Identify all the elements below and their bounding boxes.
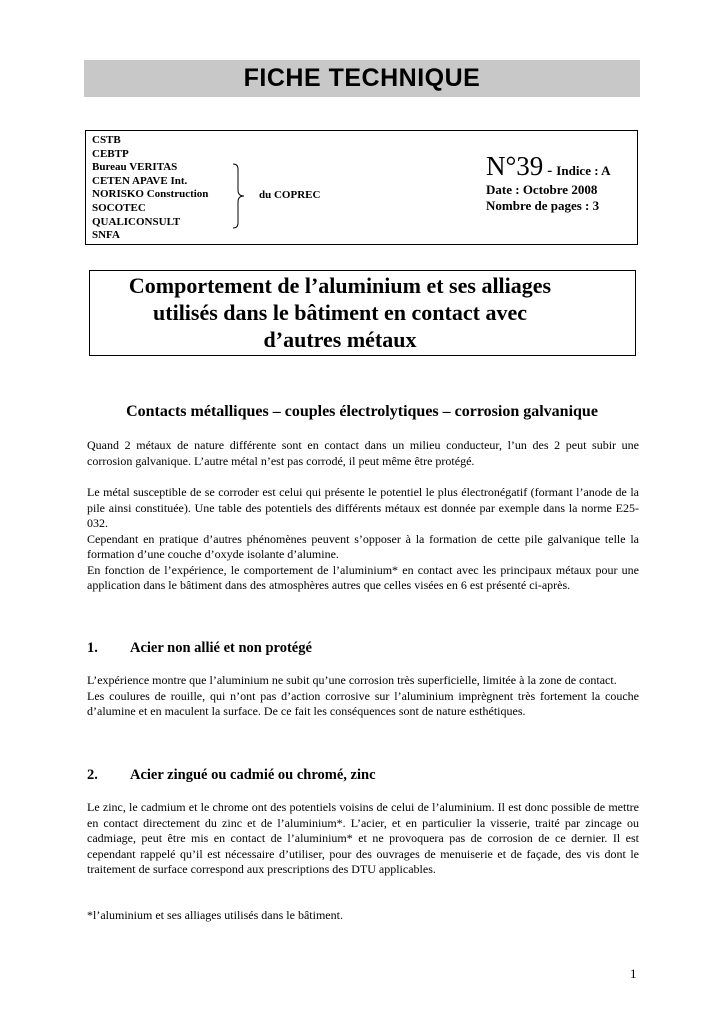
title-line: d’autres métaux: [263, 327, 417, 352]
organization-item: CETEN APAVE Int.: [92, 174, 188, 187]
section-number: 1.: [87, 640, 98, 656]
fiche-pages: Nombre de pages : 3: [486, 198, 600, 213]
section-paragraph: [87, 673, 639, 720]
page-number: 1: [630, 966, 637, 981]
paragraph-text: Le zinc, le cadmium et le chrome ont des potentiels voisins de celui de l’aluminium. Il est donc possible de mettre en contact directement du zinc et de l’aluminium*. L’acier, et en particulier la visserie, traité par zincage ou cadmiage, peut être mis en contact de l’aluminium* et ne provoquera pas de corrosion de ce dernier. Il est cependant rappelé qu’il est nécessaire d’utiliser, pour des ouvrages de menuiserie et de façade, des vis dont le traitement de surface correspond aux prescriptions des DTU applicables.: [87, 800, 639, 876]
intro-paragraph: [87, 438, 639, 469]
title-line: Comportement de l’aluminium et ses alliages: [128, 273, 552, 298]
section-heading: [87, 640, 312, 657]
fiche-info: [486, 151, 610, 214]
organization-list: [92, 134, 208, 243]
title-box: [89, 270, 636, 356]
intro-paragraph: [87, 485, 639, 594]
organization-item: CEBTP: [92, 147, 129, 160]
paragraph-text: Les coulures de rouille, qui n’ont pas d’action corrosive sur l’aluminium imprègnent très fortement la couche d’alumine et en maculent la surface. De ce fait les conséquences sont de nature esthétiques.: [87, 688, 639, 718]
document-subtitle: Contacts métalliques – couples électrolytiques – corrosion galvanique: [126, 403, 598, 420]
fiche-date: Date : Octobre 2008: [486, 182, 598, 197]
paragraph-text: Cependant en pratique d’autres phénomènes peuvent s’opposer à la formation de cette pile galvanique telle la formation d’une couche d’oxyde isolante d’alumine.: [87, 531, 639, 561]
organization-item: SOCOTEC: [92, 201, 146, 214]
title-line: utilisés dans le bâtiment en contact avec: [153, 300, 527, 325]
section-title: Acier zingué ou cadmié ou chromé, zinc: [130, 767, 376, 783]
organization-item: NORISKO Construction: [92, 188, 209, 201]
fiche-separator: -: [547, 163, 553, 179]
organizations-box: [85, 130, 638, 245]
section-heading: [87, 767, 376, 784]
organization-item: Bureau VERITAS: [92, 161, 178, 174]
fiche-number: N°39: [486, 151, 544, 181]
organization-item: CSTB: [92, 134, 121, 146]
coprec-label: du COPREC: [259, 189, 321, 201]
paragraph-text: Quand 2 métaux de nature différente sont en contact dans un milieu conducteur, l’un des 2 peut subir une corrosion galvanique. L’autre métal n’est pas corrodé, il peut même être protégé.: [87, 438, 639, 468]
brace-icon: [232, 163, 248, 229]
document-banner: FICHE TECHNIQUE: [84, 60, 640, 97]
paragraph-text: En fonction de l’expérience, le comportement de l’aluminium* en contact avec les principaux métaux pour une application dans le bâtiment dans des atmosphères autres que celles visées en 6 est présenté ci-après.: [87, 562, 639, 592]
document-title: [90, 272, 590, 353]
organization-item: SNFA: [92, 229, 120, 242]
section-paragraph: [87, 800, 639, 878]
organization-item: QUALICONSULT: [92, 215, 181, 228]
section-title: Acier non allié et non protégé: [130, 640, 312, 656]
footnote-text: *l’aluminium et ses alliages utilisés dans le bâtiment.: [87, 908, 343, 922]
paragraph-text: Le métal susceptible de se corroder est celui qui présente le potentiel le plus électronégatif (formant l’anode de la pile ainsi constituée). Une table des potentiels des différents métaux est donnée par exemple dans la norme E25-032.: [87, 485, 639, 530]
paragraph-text: L’expérience montre que l’aluminium ne subit qu’une corrosion très superficielle, limitée à la zone de contact.: [87, 673, 617, 687]
section-number: 2.: [87, 767, 98, 783]
fiche-indice: Indice : A: [556, 163, 611, 178]
footnote: [87, 908, 639, 924]
